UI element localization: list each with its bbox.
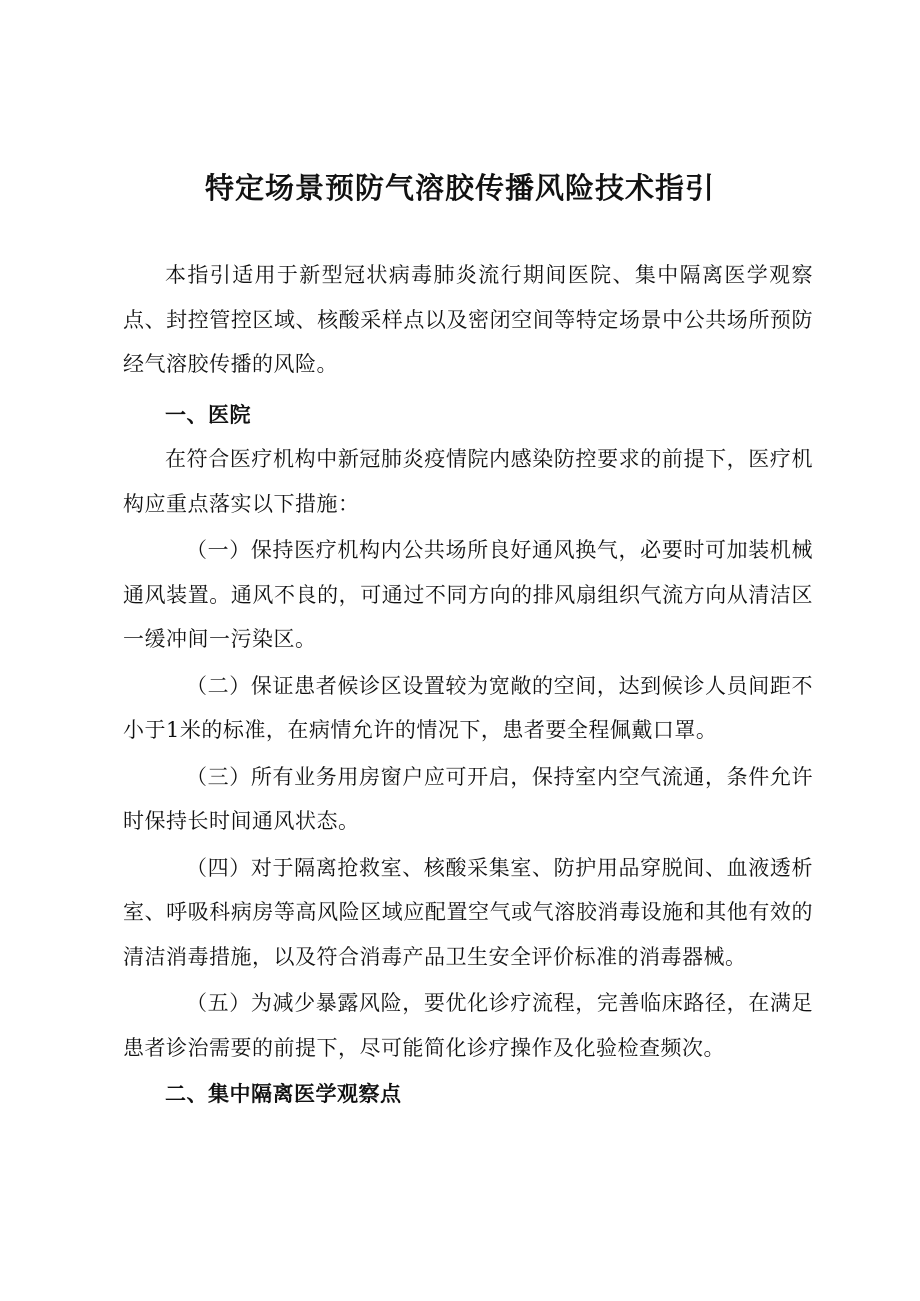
hospital-item-2: （二）保证患者候诊区设置较为宽敞的空间，达到候诊人员间距不小于1米的标准，在病情允许的情况下，患者要全程佩戴口罩。 bbox=[123, 673, 813, 742]
hospital-item-3: （三）所有业务用房窗户应可开启，保持室内空气流通，条件允许时保持长时间通风状态。 bbox=[123, 764, 813, 833]
section-lead-hospital: 在符合医疗机构中新冠肺炎疫情院内感染防控要求的前提下，医疗机构应重点落实以下措施： bbox=[123, 447, 813, 516]
document-body bbox=[123, 253, 813, 1117]
intro-paragraph: 本指引适用于新型冠状病毒肺炎流行期间医院、集中隔离医学观察点、封控管控区域、核酸采样点以及密闭空间等特定场景中公共场所预防经气溶胶传播的风险。 bbox=[123, 263, 813, 376]
hospital-item-4: （四）对于隔离抢救室、核酸采集室、防护用品穿脱间、血液透析室、呼吸科病房等高风险区域应配置空气或气溶胶消毒设施和其他有效的清洁消毒措施，以及符合消毒产品卫生安全评价标准的消毒器械。 bbox=[123, 855, 813, 969]
hospital-item-1: （一）保持医疗机构内公共场所良好通风换气，必要时可加装机械通风装置。通风不良的，可通过不同方向的排风扇组织气流方向从清洁区一缓冲间一污染区。 bbox=[123, 538, 813, 651]
section-heading-isolation-point: 二、集中隔离医学观察点 bbox=[165, 1082, 402, 1106]
hospital-item-5: （五）为减少暴露风险，要优化诊疗流程，完善临床路径，在满足患者诊治需要的前提下，尽可能简化诊疗操作及化验检查频次。 bbox=[123, 991, 813, 1060]
document-title: 特定场景预防气溶胶传播风险技术指引 bbox=[204, 171, 715, 205]
section-heading-hospital: 一、医院 bbox=[165, 402, 251, 427]
